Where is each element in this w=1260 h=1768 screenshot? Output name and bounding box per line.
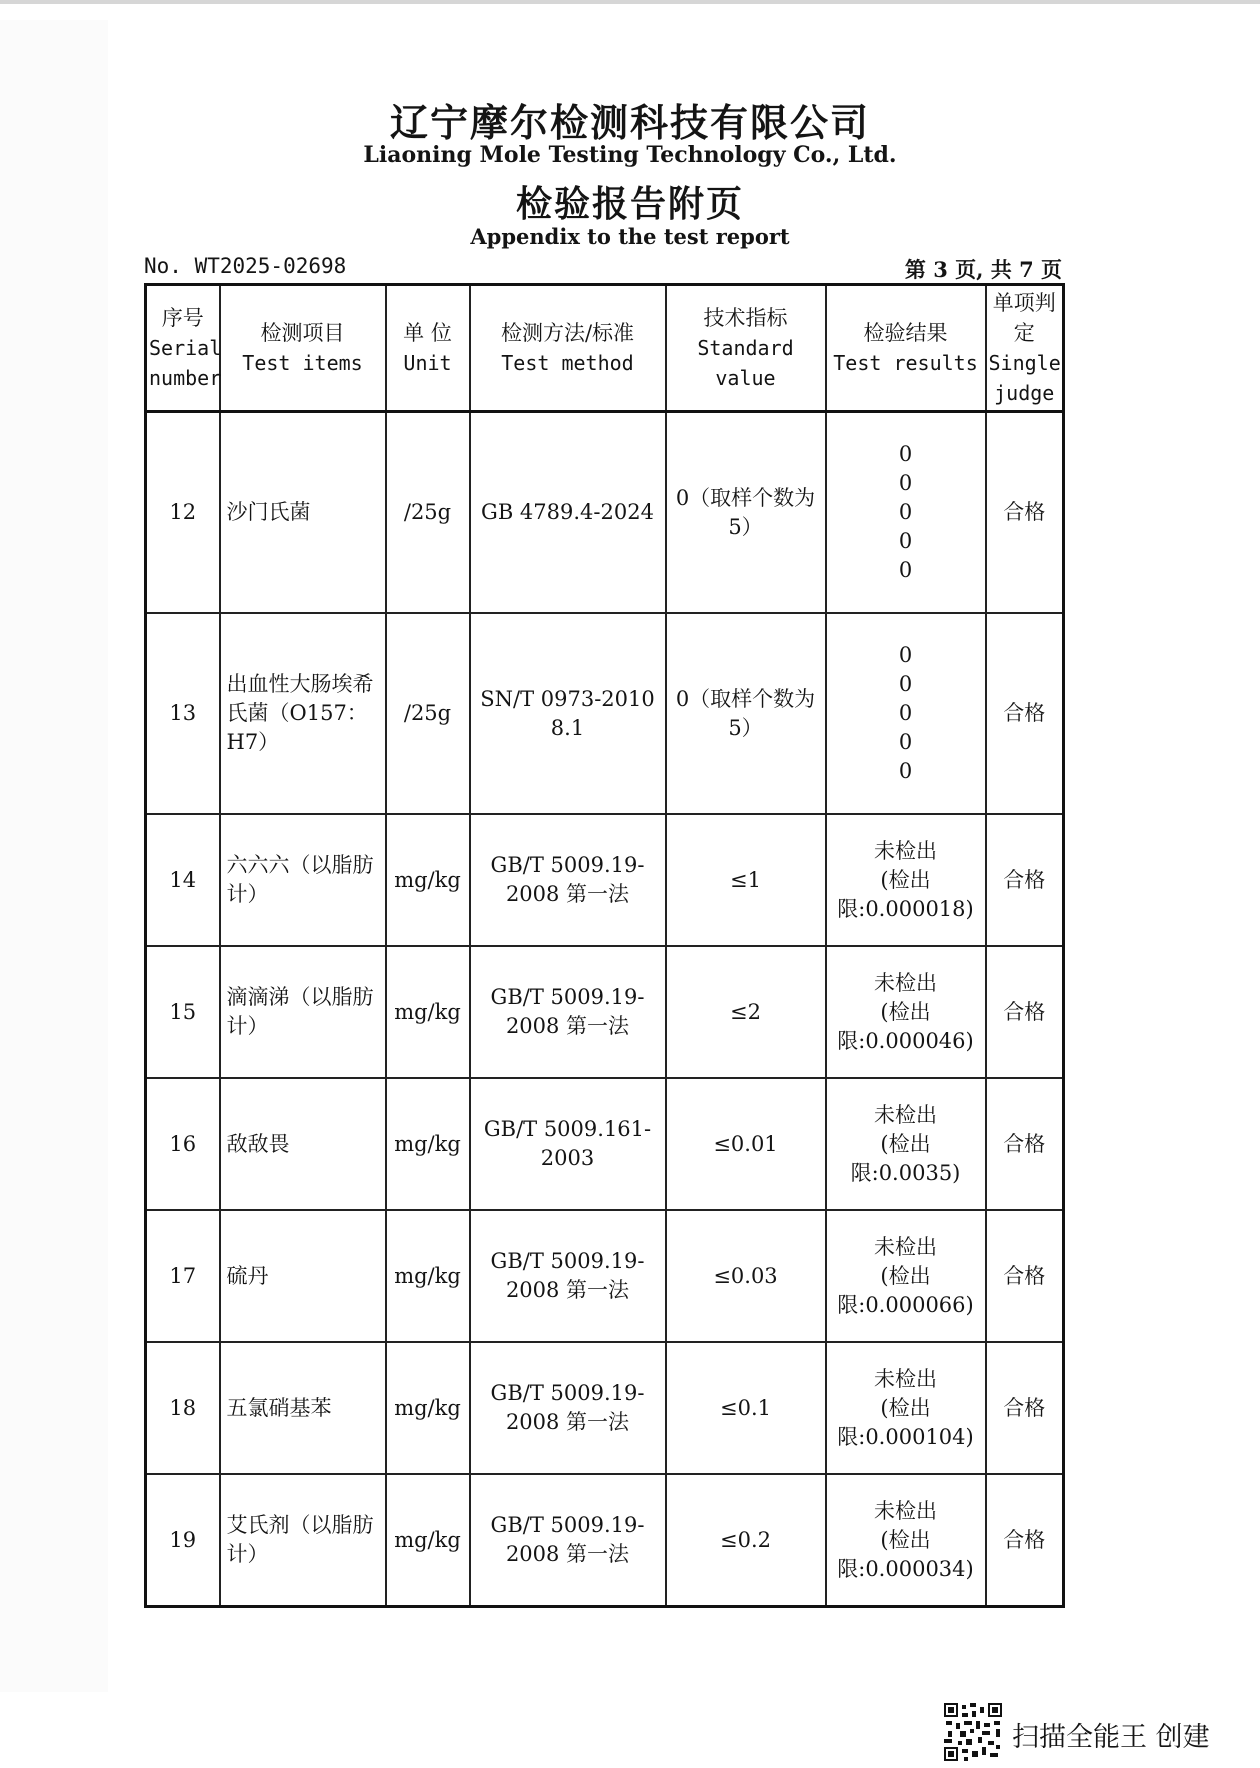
cell-method: GB 4789.4-2024	[470, 412, 666, 614]
cell-results: 未检出 (检出 限:0.000046)	[826, 946, 986, 1078]
col-header-test-results: 检验结果 Test results	[826, 285, 986, 412]
cell-test-item: 艾氏剂（以脂肪计）	[220, 1474, 386, 1607]
cell-test-item: 五氯硝基苯	[220, 1342, 386, 1474]
cell-results: 未检出 (检出 限:0.000066)	[826, 1210, 986, 1342]
col-header-unit: 单 位 Unit	[386, 285, 470, 412]
table-row	[146, 1210, 1064, 1342]
cell-results: 未检出 (检出 限:0.0035)	[826, 1078, 986, 1210]
cell-unit: mg/kg	[386, 1342, 470, 1474]
cell-standard: ≤0.01	[666, 1078, 826, 1210]
table-row	[146, 814, 1064, 946]
cell-results: 未检出 (检出 限:0.000034)	[826, 1474, 986, 1607]
page-indicator: 第 3 页, 共 7 页	[904, 257, 1062, 282]
cell-unit: mg/kg	[386, 814, 470, 946]
results-table	[144, 283, 1065, 1608]
cell-standard: ≤0.2	[666, 1474, 826, 1607]
col-header-single-judge: 单项判定 Single judge	[986, 285, 1064, 412]
scanner-app-credit: 扫描全能王 创建	[1012, 1722, 1210, 1753]
scan-top-edge	[0, 0, 1260, 4]
qr-code-icon	[944, 1703, 1002, 1761]
table-row	[146, 613, 1064, 814]
cell-results: 0 0 0 0 0	[826, 613, 986, 814]
table-row	[146, 412, 1064, 614]
table-body	[146, 412, 1064, 1607]
cell-judge: 合格	[986, 613, 1064, 814]
col-header-test-items: 检测项目 Test items	[220, 285, 386, 412]
cell-serial: 17	[146, 1210, 220, 1342]
table-row	[146, 1342, 1064, 1474]
cell-standard: 0（取样个数为5）	[666, 613, 826, 814]
table-row	[146, 1078, 1064, 1210]
cell-unit: mg/kg	[386, 946, 470, 1078]
cell-results: 未检出 (检出 限:0.000018)	[826, 814, 986, 946]
cell-standard: ≤0.1	[666, 1342, 826, 1474]
cell-standard: 0（取样个数为5）	[666, 412, 826, 614]
cell-unit: /25g	[386, 613, 470, 814]
cell-unit: mg/kg	[386, 1210, 470, 1342]
cell-serial: 16	[146, 1078, 220, 1210]
cell-test-item: 硫丹	[220, 1210, 386, 1342]
cell-serial: 19	[146, 1474, 220, 1607]
cell-judge: 合格	[986, 814, 1064, 946]
cell-unit: mg/kg	[386, 1078, 470, 1210]
cell-judge: 合格	[986, 946, 1064, 1078]
cell-test-item: 沙门氏菌	[220, 412, 386, 614]
cell-method: SN/T 0973-2010 8.1	[470, 613, 666, 814]
cell-standard: ≤1	[666, 814, 826, 946]
cell-standard: ≤2	[666, 946, 826, 1078]
report-title-cn: 检验报告附页	[515, 183, 744, 225]
cell-judge: 合格	[986, 1210, 1064, 1342]
report-title-en: Appendix to the test report	[470, 224, 790, 249]
cell-method: GB/T 5009.19-2008 第一法	[470, 1474, 666, 1607]
cell-judge: 合格	[986, 1474, 1064, 1607]
scanner-watermark	[944, 1703, 1244, 1763]
report-number: No. WT2025-02698	[144, 254, 347, 278]
col-header-serial: 序号 Serial number	[146, 285, 220, 412]
cell-method: GB/T 5009.19-2008 第一法	[470, 1342, 666, 1474]
cell-method: GB/T 5009.19-2008 第一法	[470, 814, 666, 946]
cell-unit: mg/kg	[386, 1474, 470, 1607]
cell-serial: 12	[146, 412, 220, 614]
cell-test-item: 出血性大肠埃希氏菌（O157：H7）	[220, 613, 386, 814]
company-name-en: Liaoning Mole Testing Technology Co., Ltd.	[363, 142, 897, 168]
cell-judge: 合格	[986, 1078, 1064, 1210]
cell-test-item: 滴滴涕（以脂肪计）	[220, 946, 386, 1078]
table-row	[146, 946, 1064, 1078]
table-header	[146, 285, 1064, 412]
col-header-test-method: 检测方法/标准 Test method	[470, 285, 666, 412]
company-name-cn: 辽宁摩尔检测科技有限公司	[389, 100, 870, 145]
results-table-container	[144, 283, 1062, 1608]
cell-method: GB/T 5009.19-2008 第一法	[470, 946, 666, 1078]
cell-judge: 合格	[986, 412, 1064, 614]
cell-unit: /25g	[386, 412, 470, 614]
cell-judge: 合格	[986, 1342, 1064, 1474]
cell-serial: 15	[146, 946, 220, 1078]
cell-results: 未检出 (检出 限:0.000104)	[826, 1342, 986, 1474]
cell-serial: 14	[146, 814, 220, 946]
cell-method: GB/T 5009.19-2008 第一法	[470, 1210, 666, 1342]
cell-serial: 13	[146, 613, 220, 814]
col-header-standard-value: 技术指标 Standard value	[666, 285, 826, 412]
cell-serial: 18	[146, 1342, 220, 1474]
cell-standard: ≤0.03	[666, 1210, 826, 1342]
cell-test-item: 敌敌畏	[220, 1078, 386, 1210]
table-row	[146, 1474, 1064, 1607]
cell-method: GB/T 5009.161-2003	[470, 1078, 666, 1210]
scan-left-margin	[0, 20, 108, 1692]
cell-test-item: 六六六（以脂肪计）	[220, 814, 386, 946]
cell-results: 0 0 0 0 0	[826, 412, 986, 614]
